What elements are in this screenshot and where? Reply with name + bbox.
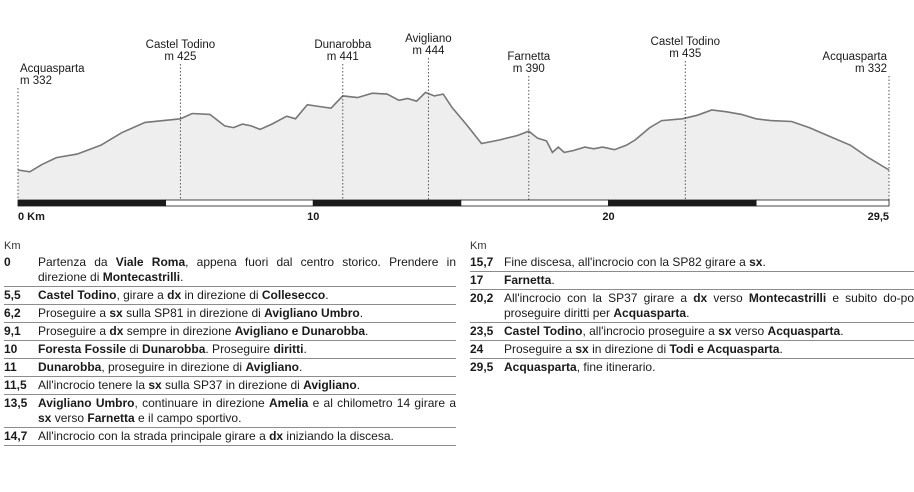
itinerary-list-left xyxy=(4,254,456,446)
step-description: All'incrocio con la SP37 girare a dx verso Montecastrilli e subito do-po proseguire diritti per Acquasparta. xyxy=(504,291,914,320)
step-description: Proseguire a dx sempre in direzione Avigliano e Dunarobba. xyxy=(38,324,369,338)
waypoint-name: Dunarobba xyxy=(314,39,372,51)
itinerary-list-right xyxy=(470,254,914,376)
itinerary-step xyxy=(4,341,456,359)
scale-bar-segment xyxy=(166,200,314,206)
distance-tick-label: 29,5 xyxy=(867,211,889,223)
waypoint-elevation: m 390 xyxy=(512,63,545,75)
waypoint-elevation: m 435 xyxy=(669,48,702,60)
waypoint-elevation: m 425 xyxy=(164,51,197,63)
waypoint-name: Acquasparta xyxy=(20,63,85,75)
scale-bar-segment xyxy=(609,200,757,206)
step-km: 6,2 xyxy=(4,306,21,320)
itinerary-right-column xyxy=(470,238,914,376)
itinerary-step xyxy=(4,395,456,428)
itinerary-step xyxy=(4,254,456,287)
distance-tick-label: 0 Km xyxy=(18,211,45,223)
step-description: Avigliano Umbro, continuare in direzione Amelia e al chilometro 14 girare a sx verso Farnetta e il campo sportivo. xyxy=(38,396,457,425)
step-km: 10 xyxy=(4,342,18,356)
itinerary-step xyxy=(4,359,456,377)
step-km: 14,7 xyxy=(4,429,28,443)
step-description: Foresta Fossile di Dunarobba. Proseguire diritti. xyxy=(38,342,307,356)
waypoint-elevation: m 332 xyxy=(20,75,52,87)
step-description: All'incrocio con la strada principale girare a dx iniziando la discesa. xyxy=(38,429,394,443)
distance-tick-label: 20 xyxy=(602,211,615,223)
itinerary-step xyxy=(4,428,456,446)
step-description: Castel Todino, girare a dx in direzione di Collesecco. xyxy=(38,288,329,302)
km-column-header: Km xyxy=(4,240,21,252)
step-km: 24 xyxy=(470,342,484,356)
distance-scale-bar xyxy=(18,200,889,206)
itinerary-step xyxy=(4,377,456,395)
step-km: 9,1 xyxy=(4,324,21,338)
step-description: Castel Todino, all'incrocio proseguire a sx verso Acquasparta. xyxy=(504,324,844,338)
step-km: 17 xyxy=(470,273,484,287)
waypoint-name: Castel Todino xyxy=(650,36,721,48)
itinerary-left-column xyxy=(4,238,456,446)
itinerary-step xyxy=(470,272,914,290)
distance-tick-label: 10 xyxy=(307,211,320,223)
waypoint-elevation: m 441 xyxy=(326,51,359,63)
step-km: 11 xyxy=(4,360,17,374)
itinerary-step xyxy=(470,323,914,341)
waypoint-name: Castel Todino xyxy=(145,39,216,51)
itinerary-step xyxy=(4,305,456,323)
step-description: Proseguire a sx sulla SP81 in direzione di Avigliano Umbro. xyxy=(38,306,364,320)
distance-tick-labels xyxy=(18,211,889,223)
itinerary-step xyxy=(4,287,456,305)
step-description: Partenza da Viale Roma, appena fuori dal centro storico. Prendere in direzione di Montecastrilli. xyxy=(38,255,456,284)
step-description: Acquasparta, fine itinerario. xyxy=(504,360,656,374)
step-description: Proseguire a sx in direzione di Todi e Acquasparta. xyxy=(504,342,783,356)
step-km: 23,5 xyxy=(470,324,494,338)
step-km: 13,5 xyxy=(4,396,28,410)
step-km: 5,5 xyxy=(4,288,21,302)
scale-bar-segment xyxy=(18,200,166,206)
waypoint-elevation: m 332 xyxy=(855,63,887,75)
step-description: All'incrocio tenere la sx sulla SP37 in direzione di Avigliano. xyxy=(38,378,361,392)
itinerary-step xyxy=(470,290,914,323)
itinerary-step xyxy=(470,341,914,359)
step-description: Farnetta. xyxy=(504,273,555,287)
waypoint-name: Acquasparta xyxy=(822,51,887,63)
step-description: Fine discesa, all'incrocio con la SP82 girare a sx. xyxy=(504,255,766,269)
waypoint-name: Avigliano xyxy=(405,33,452,45)
waypoint-elevation: m 444 xyxy=(412,45,445,57)
itinerary-step xyxy=(470,254,914,272)
itinerary-step xyxy=(4,323,456,341)
step-km: 15,7 xyxy=(470,255,494,269)
step-km: 29,5 xyxy=(470,360,494,374)
km-column-header: Km xyxy=(470,240,487,252)
step-description: Dunarobba, proseguire in direzione di Avigliano. xyxy=(38,360,303,374)
elevation-profile-chart xyxy=(0,0,914,236)
step-km: 0 xyxy=(4,255,11,269)
scale-bar-segment xyxy=(313,200,461,206)
step-km: 20,2 xyxy=(470,291,494,305)
waypoint-name: Farnetta xyxy=(507,51,551,63)
step-km: 11,5 xyxy=(4,378,27,392)
scale-bar-segment xyxy=(461,200,609,206)
itinerary-step xyxy=(470,359,914,376)
scale-bar-segment xyxy=(756,200,889,206)
